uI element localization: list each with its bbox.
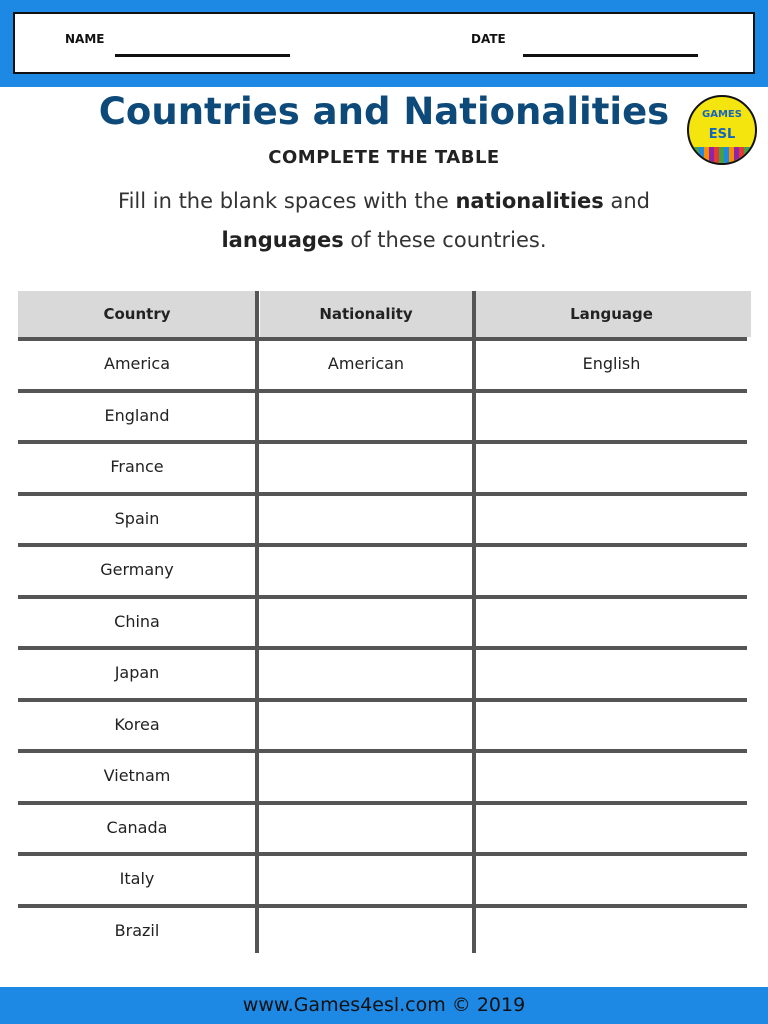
nationality-cell[interactable] xyxy=(260,751,472,801)
nationality-cell[interactable] xyxy=(260,854,472,904)
date-field[interactable] xyxy=(523,54,698,57)
language-cell[interactable] xyxy=(476,442,747,492)
country-cell: Vietnam xyxy=(103,766,171,785)
name-field[interactable] xyxy=(115,54,290,57)
language-cell[interactable] xyxy=(476,906,747,956)
page-subtitle: COMPLETE THE TABLE xyxy=(268,147,500,168)
country-cell: Italy xyxy=(119,869,155,888)
language-cell[interactable] xyxy=(476,391,747,441)
language-cell[interactable] xyxy=(476,854,747,904)
country-cell: Germany xyxy=(100,560,174,579)
instructions-line-1: Fill in the blank spaces with the nationalities and xyxy=(118,189,650,213)
language-cell[interactable] xyxy=(476,494,747,544)
nationality-cell[interactable] xyxy=(260,803,472,853)
nationality-cell[interactable] xyxy=(260,494,472,544)
nationality-cell[interactable] xyxy=(260,700,472,750)
country-cell: England xyxy=(104,406,170,425)
country-cell: Brazil xyxy=(114,921,160,940)
instructions-line-2: languages of these countries. xyxy=(221,228,547,252)
nationality-cell[interactable] xyxy=(260,906,472,956)
language-cell[interactable] xyxy=(476,545,747,595)
column-header-language: Language xyxy=(570,305,653,323)
column-header-country: Country xyxy=(103,305,171,323)
footer-credit: www.Games4esl.com © 2019 xyxy=(0,987,768,1024)
nationality-cell: American xyxy=(327,354,405,373)
language-cell[interactable] xyxy=(476,803,747,853)
language-cell: English xyxy=(582,354,641,373)
column-header-nationality: Nationality xyxy=(319,305,413,323)
country-cell: China xyxy=(114,612,160,631)
country-cell: Korea xyxy=(114,715,160,734)
games4esl-logo: GAMES ESL xyxy=(687,95,757,165)
language-cell[interactable] xyxy=(476,597,747,647)
country-cell: Canada xyxy=(106,818,168,837)
language-cell[interactable] xyxy=(476,700,747,750)
nationality-cell[interactable] xyxy=(260,597,472,647)
nationality-cell[interactable] xyxy=(260,442,472,492)
country-cell: France xyxy=(110,457,164,476)
nationality-cell[interactable] xyxy=(260,648,472,698)
name-label: NAME xyxy=(65,32,105,46)
country-cell: America xyxy=(104,354,170,373)
country-cell: Spain xyxy=(114,509,160,528)
language-cell[interactable] xyxy=(476,648,747,698)
date-label: DATE xyxy=(471,32,506,46)
nationality-cell[interactable] xyxy=(260,545,472,595)
name-date-box xyxy=(13,12,755,74)
language-cell[interactable] xyxy=(476,751,747,801)
country-cell: Japan xyxy=(114,663,160,682)
nationality-cell[interactable] xyxy=(260,391,472,441)
page-title: Countries and Nationalities xyxy=(98,90,670,133)
